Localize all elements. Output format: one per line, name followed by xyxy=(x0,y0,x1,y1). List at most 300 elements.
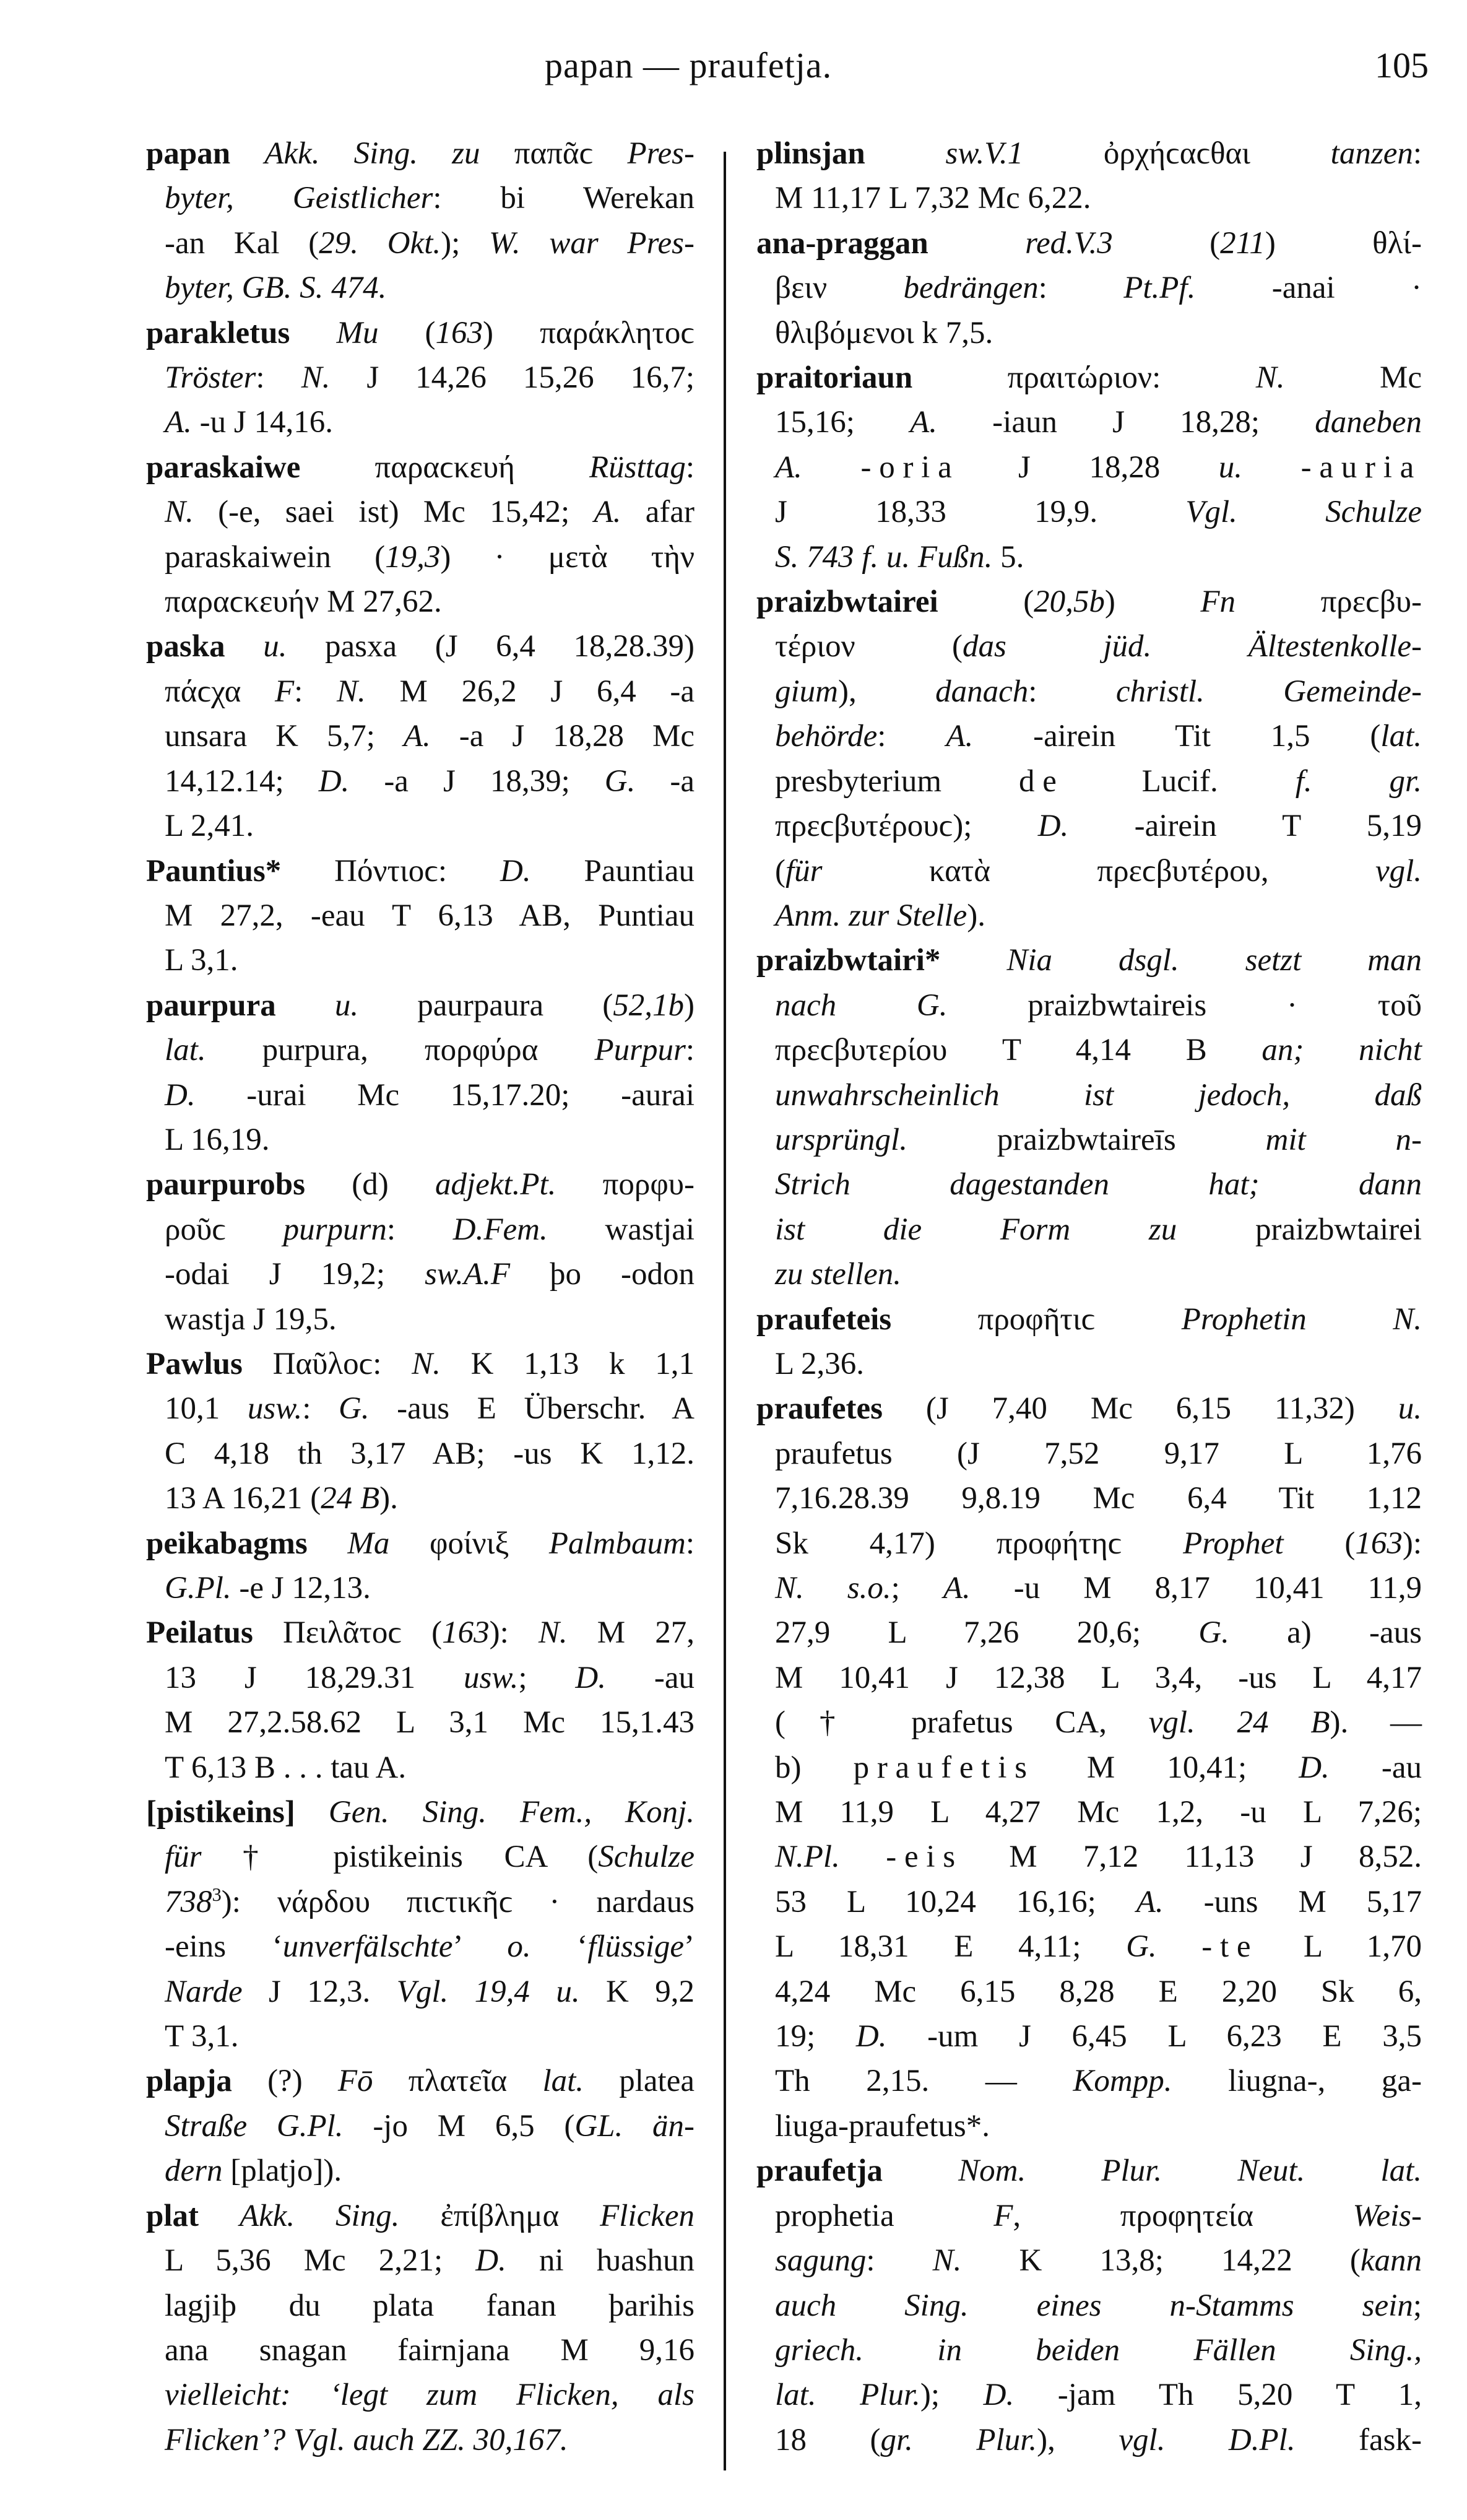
entry-text xyxy=(883,2153,958,2188)
entry-text: 3 xyxy=(212,1883,222,1905)
entry-text: Th 2,15. — xyxy=(775,2064,1073,2099)
entry-text xyxy=(840,1840,886,1874)
entry-text: K 9,2 xyxy=(579,1974,695,2009)
entry-line xyxy=(165,266,695,310)
entry-text: ); xyxy=(920,2378,984,2413)
entry-text: J 14,26 15,26 16,7; xyxy=(330,360,695,396)
entry-text: βειν xyxy=(775,271,904,306)
entry-line xyxy=(165,2104,695,2149)
entry-text: , προφητεία xyxy=(1013,2198,1353,2233)
entry-line xyxy=(775,2328,1422,2373)
entry-line xyxy=(165,1207,695,1252)
entry-text xyxy=(290,316,336,350)
dictionary-entry xyxy=(756,1297,1422,1387)
entry-text: παπᾶϲ xyxy=(480,136,628,171)
entry-line xyxy=(165,1386,695,1431)
entry-text: -u M 8,17 10,41 11,9 xyxy=(970,1571,1422,1605)
entry-text: J 18,28 xyxy=(959,450,1219,485)
italic-text: adjekt.Pt. xyxy=(435,1167,556,1202)
entry-text: παραϲκευήν M 27,62. xyxy=(165,584,442,620)
entry-text: -odai J 19,2; xyxy=(165,1257,425,1292)
italic-text: 24 B xyxy=(321,1481,380,1516)
entry-line xyxy=(775,1656,1422,1700)
entry-head-line xyxy=(146,445,695,490)
running-head xyxy=(0,45,1467,94)
entry-line xyxy=(775,1745,1422,1790)
entry-text: M 10,41 J 12,38 L 3,4, -us L 4,17 xyxy=(775,1660,1422,1695)
dictionary-entry xyxy=(756,355,1422,580)
italic-text: red.V.3 xyxy=(1025,225,1113,261)
entry-head-line xyxy=(756,1297,1422,1342)
entry-text: ). xyxy=(967,898,985,933)
entry-text: ( xyxy=(775,853,785,889)
entry-line xyxy=(165,893,695,938)
entry-text: παραϲκευή xyxy=(300,450,589,485)
italic-text: mit n- xyxy=(1265,1122,1422,1157)
entry-line xyxy=(165,938,695,983)
entry-text: πρεϲβυτέρουϲ); xyxy=(775,809,1038,844)
entry-text: ). xyxy=(379,1481,398,1516)
italic-text: Prophet xyxy=(1183,1526,1284,1561)
entry-text: L 2,41. xyxy=(165,809,254,844)
entry-head-line xyxy=(146,1162,695,1207)
entry-line xyxy=(775,1118,1422,1162)
entry-text: ); xyxy=(441,225,490,261)
italic-text: 211 xyxy=(1220,225,1265,261)
italic-text: sagung xyxy=(775,2243,867,2279)
entry-line xyxy=(775,669,1422,714)
italic-text: das jüd. Ältestenkolle- xyxy=(963,629,1422,664)
entry-text: Παῦλοϲ: xyxy=(242,1346,412,1381)
italic-text: 163 xyxy=(1355,1526,1403,1561)
entry-line xyxy=(775,1342,1422,1386)
italic-text: F xyxy=(993,2198,1013,2233)
italic-text: byter, Geistlicher xyxy=(165,181,433,216)
entry-head-line xyxy=(146,2194,695,2238)
headword: paurpurobs xyxy=(146,1167,306,1202)
entry-text: πραιτώριον: xyxy=(912,360,1256,396)
entry-text: ( xyxy=(1283,1526,1356,1561)
dictionary-entry xyxy=(756,131,1422,221)
entry-text: ( xyxy=(1112,225,1221,261)
dictionary-entry xyxy=(756,1386,1422,2149)
entry-line xyxy=(775,400,1422,445)
entry-line xyxy=(165,1028,695,1072)
italic-text: lat. xyxy=(165,1033,206,1068)
italic-text: N. xyxy=(337,674,366,709)
entry-text: ) παράκλητοϲ xyxy=(483,315,695,350)
italic-text: Kompp. xyxy=(1073,2064,1172,2099)
entry-line xyxy=(775,1073,1422,1118)
italic-text: N. xyxy=(538,1615,568,1651)
dictionary-entry xyxy=(146,131,695,311)
entry-text: M 27,2, -eau T 6,13 AB, Puntiau xyxy=(165,898,695,933)
entry-line xyxy=(775,1207,1422,1252)
italic-text: ursprüngl. xyxy=(775,1122,907,1157)
entry-text: : xyxy=(685,1033,695,1068)
entry-text: K 1,13 k 1,1 xyxy=(440,1346,695,1381)
italic-text: G. xyxy=(338,1391,370,1427)
headword: paurpura xyxy=(146,988,276,1023)
dictionary-entry xyxy=(146,1162,695,1342)
italic-text: D. xyxy=(855,2019,887,2054)
entry-line xyxy=(165,2373,695,2417)
italic-text: vgl. xyxy=(1375,853,1422,889)
dictionary-entry xyxy=(146,1610,695,1790)
entry-text: ): xyxy=(1402,1526,1422,1561)
entry-text: [platjo]). xyxy=(222,2153,342,2189)
entry-line xyxy=(165,1118,695,1162)
entry-line xyxy=(775,445,1422,490)
italic-text: behörde xyxy=(775,719,878,754)
italic-text: G. xyxy=(1198,1615,1229,1651)
italic-text: Ma xyxy=(347,1526,390,1561)
italic-text: N.Pl. xyxy=(775,1840,840,1875)
entry-line xyxy=(165,1297,695,1342)
dictionary-entry xyxy=(756,938,1422,1297)
page-number: 105 xyxy=(1375,45,1429,85)
entry-text xyxy=(230,136,264,171)
italic-text: gr. Plur. xyxy=(880,2422,1037,2457)
italic-text: F xyxy=(275,674,295,709)
italic-text: GL. än- xyxy=(574,2108,695,2144)
entry-text: 5. xyxy=(992,539,1024,575)
italic-text: 20,5b xyxy=(1034,584,1105,620)
italic-text: Gen. Sing. Fem., Konj. xyxy=(328,1795,695,1830)
entry-text: (-e, saei ist) Mc 15,42; xyxy=(193,495,594,530)
italic-text: N. xyxy=(932,2243,962,2279)
italic-text: usw. xyxy=(247,1391,303,1427)
entry-text: þo -odon xyxy=(509,1257,695,1292)
entry-line xyxy=(165,1835,695,1879)
headword: plinsjan xyxy=(756,136,865,171)
entry-line xyxy=(775,2059,1422,2103)
italic-text: bedrängen xyxy=(903,271,1039,306)
entry-line xyxy=(165,221,695,266)
italic-text: Akk. Sing. xyxy=(239,2198,400,2233)
italic-text: byter, GB. S. 474. xyxy=(165,271,387,306)
italic-text: A. xyxy=(775,450,802,485)
italic-text: A. xyxy=(943,1571,971,1605)
italic-text: 163 xyxy=(435,315,483,350)
italic-text: lat. xyxy=(542,2064,584,2099)
entry-line xyxy=(775,849,1422,893)
entry-text: -oria xyxy=(860,450,960,485)
entry-text xyxy=(802,450,861,485)
entry-text: -te xyxy=(1201,1929,1259,1965)
entry-line xyxy=(775,1924,1422,1969)
italic-text: 29. Okt. xyxy=(319,225,441,261)
entry-line xyxy=(775,2014,1422,2059)
italic-text: D. xyxy=(575,1660,606,1695)
dictionary-entry xyxy=(146,849,695,983)
column-divider xyxy=(724,152,726,2470)
left-column xyxy=(146,131,695,2462)
entry-text: -jo M 6,5 ( xyxy=(343,2108,575,2144)
dictionary-entry xyxy=(146,311,695,445)
italic-text: auch Sing. eines n-Stamms sein xyxy=(775,2288,1413,2323)
entry-line xyxy=(165,2149,695,2193)
italic-text: vielleicht: ‘legt zum Flicken, als xyxy=(165,2378,695,2413)
italic-text: D. xyxy=(165,1077,196,1113)
entry-line xyxy=(775,2283,1422,2328)
entry-head-line xyxy=(146,1521,695,1566)
entry-line xyxy=(775,266,1422,310)
entry-line xyxy=(165,759,695,804)
entry-text: unsara K 5,7; xyxy=(165,719,404,754)
running-head-title: papan — praufetja. xyxy=(545,45,833,85)
entry-line xyxy=(165,355,695,400)
headword: papan xyxy=(146,136,231,171)
italic-text: D.Fem. xyxy=(452,1212,548,1247)
entry-line xyxy=(165,2328,695,2373)
entry-line xyxy=(165,176,695,220)
entry-text: K 13,8; 14,22 ( xyxy=(961,2243,1361,2279)
italic-text: 19,3 xyxy=(385,539,441,575)
entry-line xyxy=(165,804,695,848)
entry-line xyxy=(775,2418,1422,2462)
entry-text: φοίνιξ xyxy=(389,1526,549,1561)
entry-text: ) xyxy=(684,988,695,1023)
italic-text: unverfälschte xyxy=(282,1929,453,1965)
entry-text: ; xyxy=(518,1660,576,1695)
entry-line xyxy=(775,1476,1422,1521)
headword: paska xyxy=(146,629,225,664)
entry-text: πάϲχα xyxy=(165,674,275,709)
entry-text: Sk 4,17) προφήτηϲ xyxy=(775,1526,1184,1561)
entry-line xyxy=(775,2373,1422,2417)
entry-text: ( xyxy=(938,584,1034,620)
italic-text: A. xyxy=(910,405,937,440)
entry-text: -eins ‘ xyxy=(165,1929,283,1965)
entry-text: (?) xyxy=(232,2064,338,2099)
entry-text: ), xyxy=(838,674,936,709)
italic-text: u. xyxy=(263,629,287,664)
entry-line xyxy=(165,1970,695,2014)
entry-text: ) · μετὰ τὴν xyxy=(440,539,695,575)
entry-line xyxy=(775,1162,1422,1207)
italic-text: Vgl. 19,4 u. xyxy=(396,1974,580,2009)
entry-text: -an Kal ( xyxy=(165,225,319,261)
entry-head-line xyxy=(756,221,1422,266)
italic-text: D. xyxy=(1037,809,1069,844)
entry-text: L 3,1. xyxy=(165,943,238,978)
italic-text: Palmbaum xyxy=(548,1526,686,1561)
entry-text: 19; xyxy=(775,2019,856,2054)
italic-text: vgl. 24 B xyxy=(1148,1705,1330,1740)
italic-text: Vgl. Schulze xyxy=(1185,495,1422,530)
entry-line xyxy=(165,1700,695,1745)
entry-text: -anai · xyxy=(1195,271,1422,306)
entry-text: wastjai xyxy=(547,1212,695,1247)
entry-text: J 12,3. xyxy=(242,1974,397,2009)
italic-text: nach G. xyxy=(775,988,948,1023)
entry-text: πρεϲβυ- xyxy=(1235,584,1422,620)
entry-line xyxy=(775,1252,1422,1297)
italic-text: N. xyxy=(412,1346,441,1381)
entry-text: a) -aus xyxy=(1229,1615,1422,1651)
italic-text: Akk. Sing. zu xyxy=(264,136,480,171)
entry-line xyxy=(165,1880,695,1924)
entry-text: πρεϲβυτερίου T 4,14 B xyxy=(775,1033,1262,1068)
headword: parakletus xyxy=(146,315,290,350)
italic-text: D. xyxy=(318,763,350,799)
entry-text: purpura, πορφύρα xyxy=(206,1033,595,1068)
entry-line xyxy=(165,1656,695,1700)
italic-text: Weis- xyxy=(1352,2198,1422,2233)
entry-text: θλιβόμενοι k 7,5. xyxy=(775,315,993,350)
entry-text: M 10,41; xyxy=(1034,1750,1299,1785)
entry-text: ’ xyxy=(684,1929,695,1965)
headword: praizbwtairei xyxy=(756,584,938,620)
entry-line xyxy=(165,669,695,714)
entry-text: presbyterium xyxy=(775,763,1019,799)
italic-text: Narde xyxy=(165,1974,243,2009)
entry-line xyxy=(165,400,695,445)
italic-text: dern xyxy=(165,2153,223,2189)
italic-text: für xyxy=(165,1840,202,1875)
entry-line xyxy=(775,1610,1422,1655)
dictionary-entry xyxy=(146,1790,695,2059)
entry-line xyxy=(165,1924,695,1969)
entry-text: 53 L 10,24 16,16; xyxy=(775,1884,1136,1919)
entry-line xyxy=(775,311,1422,355)
entry-line xyxy=(775,1790,1422,1835)
entry-text: († prafetus CA, xyxy=(775,1705,1149,1740)
headword: Pauntius* xyxy=(146,853,282,889)
entry-text: 7,16.28.39 9,8.19 Mc 6,4 Tit 1,12 xyxy=(775,1481,1422,1516)
entry-text: -iaun J 18,28; xyxy=(937,405,1315,440)
entry-line xyxy=(775,176,1422,220)
entry-text: ana snagan fairnjana M 9,16 xyxy=(165,2332,695,2368)
entry-text: 13 J 18,29.31 xyxy=(165,1660,464,1695)
italic-text: D. xyxy=(475,2243,506,2279)
entry-text: -auria xyxy=(1300,450,1422,485)
italic-text: G. xyxy=(604,763,636,799)
entry-line xyxy=(775,893,1422,938)
italic-text: Anm. zur Stelle xyxy=(775,898,967,933)
entry-text: 18 ( xyxy=(775,2422,881,2457)
italic-text: zu stellen. xyxy=(775,1257,901,1292)
entry-head-line xyxy=(756,938,1422,983)
entry-head-line xyxy=(146,983,695,1028)
entry-line xyxy=(165,1476,695,1521)
entry-text: M 11,9 L 4,27 Mc 1,2, -u L 7,26; xyxy=(775,1795,1422,1830)
entry-text: M 27, xyxy=(567,1615,695,1651)
entry-text: ; xyxy=(1413,2288,1422,2323)
italic-text: Flicken’? Vgl. auch ZZ. 30,167. xyxy=(165,2422,568,2457)
entry-text: prophetia xyxy=(775,2198,994,2233)
entry-line xyxy=(165,1566,695,1610)
entry-text: L 2,36. xyxy=(775,1346,865,1381)
italic-text: u. xyxy=(334,988,359,1023)
entry-text: -airein T 5,19 xyxy=(1068,809,1422,844)
entry-text: -airein Tit 1,5 ( xyxy=(973,719,1381,754)
entry-head-line xyxy=(756,131,1422,176)
dictionary-entry xyxy=(146,445,695,625)
entry-text: Pauntiau xyxy=(530,853,695,889)
dictionary-entry xyxy=(146,2059,695,2193)
entry-text xyxy=(276,988,335,1023)
headword: Pawlus xyxy=(146,1346,243,1381)
italic-text: an; nicht xyxy=(1261,1033,1422,1068)
entry-text: T 6,13 B . . . tau A. xyxy=(165,1750,407,1785)
italic-text: A. xyxy=(594,495,621,530)
entry-text: -eis xyxy=(886,1840,963,1875)
italic-text: A. xyxy=(165,405,192,440)
italic-text: D. xyxy=(1299,1750,1330,1785)
entry-head-line xyxy=(756,2149,1422,2193)
italic-text: tanzen xyxy=(1330,136,1413,171)
dictionary-entry xyxy=(146,1521,695,1611)
entry-text: ( xyxy=(378,315,436,350)
entry-text: T 3,1. xyxy=(165,2019,239,2054)
entry-text: -urai Mc 15,17.20; -aurai xyxy=(195,1077,695,1113)
entry-head-line xyxy=(146,624,695,669)
entry-text: L 16,19. xyxy=(165,1122,270,1157)
entry-line xyxy=(775,983,1422,1028)
entry-text: platea xyxy=(584,2064,695,2099)
italic-text: vgl. D.Pl. xyxy=(1119,2422,1296,2457)
italic-text: Nom. Plur. Neut. lat. xyxy=(958,2153,1422,2189)
entry-line xyxy=(775,1700,1422,1745)
entry-head-line xyxy=(146,2059,695,2103)
dictionary-entry xyxy=(756,221,1422,355)
entry-line xyxy=(165,580,695,624)
italic-text: A. xyxy=(403,719,431,754)
entry-text: 4,24 Mc 6,15 8,28 E 2,20 Sk 6, xyxy=(775,1974,1422,2009)
entry-text: -um J 6,45 L 6,23 E 3,5 xyxy=(886,2019,1422,2054)
entry-text: -a J 18,39; xyxy=(349,763,605,799)
entry-head-line xyxy=(146,131,695,176)
entry-text: de xyxy=(1019,763,1065,799)
entry-text: Πόντιοϲ: xyxy=(281,853,500,889)
italic-text: lat. xyxy=(1380,719,1422,754)
entry-line xyxy=(165,535,695,580)
entry-text: -u J 14,16. xyxy=(191,405,333,440)
entry-text: -jam Th 5,20 T 1, xyxy=(1014,2378,1422,2413)
entry-line xyxy=(165,2418,695,2462)
italic-text: A. xyxy=(946,719,974,754)
italic-text: W. war Pres- xyxy=(489,225,695,261)
entry-line xyxy=(775,535,1422,580)
entry-head-line xyxy=(756,1386,1422,1431)
entry-head-line xyxy=(146,311,695,355)
italic-text: griech. in beiden Fällen Sing., xyxy=(775,2332,1422,2368)
entry-text: ). — xyxy=(1330,1705,1422,1740)
italic-text: Nia dsgl. setzt man xyxy=(1006,943,1422,978)
entry-text: ’ xyxy=(452,1929,508,1965)
entry-head-line xyxy=(146,1790,695,1835)
entry-line xyxy=(775,1432,1422,1476)
entry-text: afar xyxy=(621,495,695,530)
entry-text: ni ƕashun xyxy=(506,2243,695,2279)
entry-text: praizbwtaireis · τοῦ xyxy=(947,988,1422,1023)
entry-text: M 7,12 11,13 J 8,52. xyxy=(963,1840,1422,1875)
entry-text: praizbwtairei xyxy=(1177,1212,1422,1247)
entry-line xyxy=(775,2104,1422,2149)
headword: peikabagms xyxy=(146,1526,308,1561)
italic-text: N. s.o. xyxy=(775,1571,891,1605)
italic-text: Purpur xyxy=(594,1033,686,1068)
italic-text: D. xyxy=(983,2378,1015,2413)
dictionary-entry xyxy=(146,2194,695,2462)
entry-line xyxy=(775,759,1422,804)
entry-line xyxy=(775,1566,1422,1610)
entry-line xyxy=(775,1970,1422,2014)
entry-head-line xyxy=(756,580,1422,624)
italic-text: sw.A.F xyxy=(425,1257,510,1292)
